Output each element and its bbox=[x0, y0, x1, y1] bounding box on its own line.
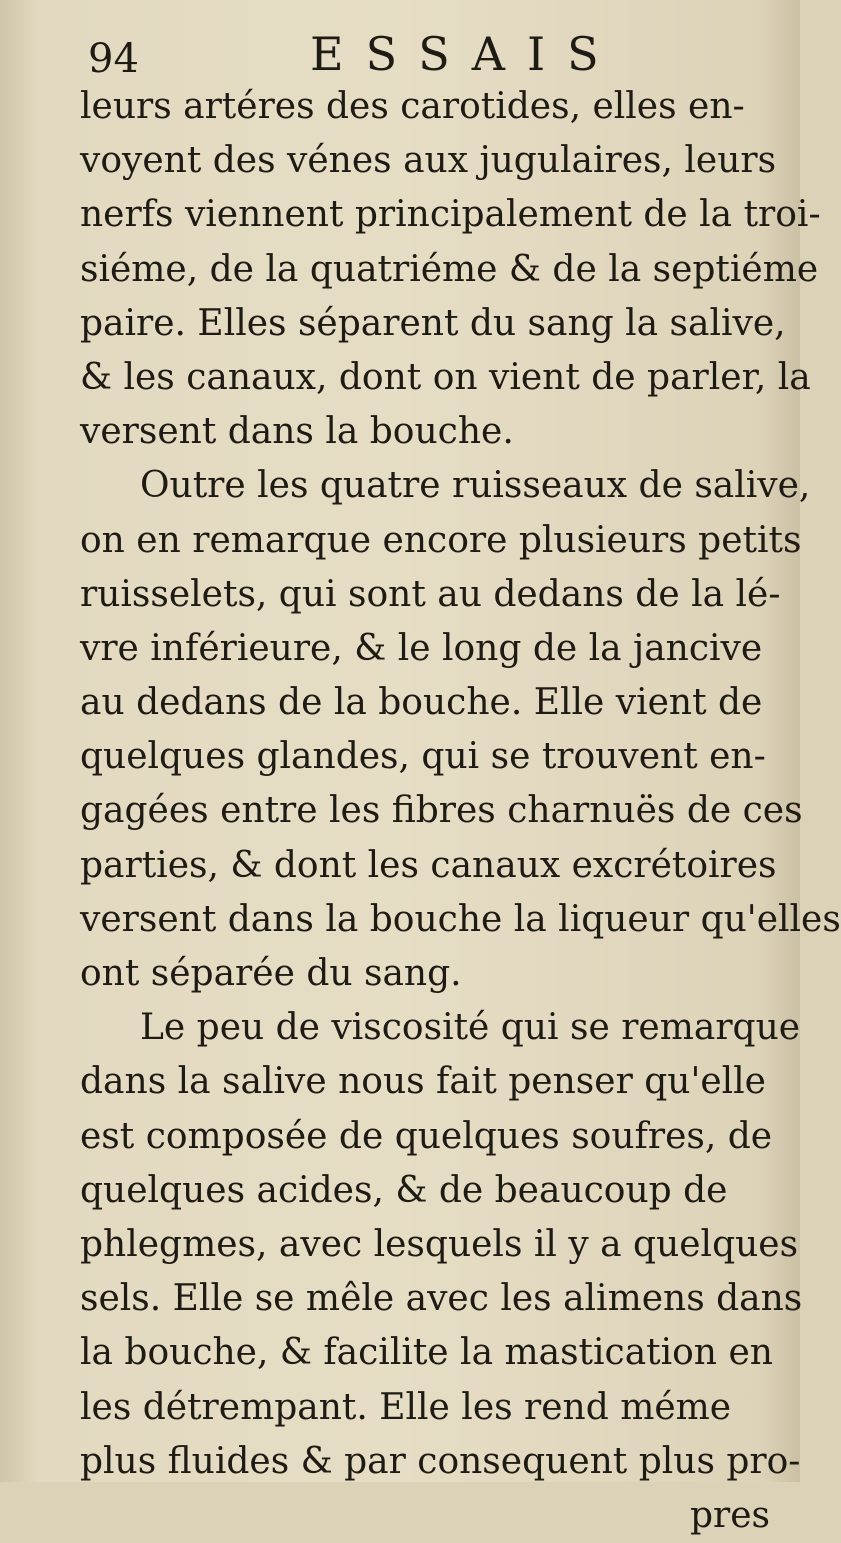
text-line: voyent des vénes aux jugulaires, leurs bbox=[80, 140, 777, 182]
text-line: parties, & dont les canaux excrétoires bbox=[80, 844, 777, 886]
text-line: sels. Elle se mêle avec les alimens dans bbox=[80, 1278, 803, 1320]
text-line: phlegmes, avec lesquels il y a quelques bbox=[80, 1223, 799, 1265]
text-line: quelques acides, & de beaucoup de bbox=[80, 1169, 728, 1211]
paragraph-start-line: Outre les quatre ruisseaux de salive, bbox=[140, 465, 811, 507]
text-line: gagées entre les fibres charnuës de ces bbox=[80, 790, 803, 832]
text-line: est composée de quelques soufres, de bbox=[80, 1115, 773, 1157]
text-line: vre inférieure, & le long de la jancive bbox=[80, 627, 763, 669]
paragraph-start-line: Le peu de viscosité qui se remarque bbox=[140, 1007, 801, 1049]
text-line: leurs artéres des carotides, elles en- bbox=[80, 86, 745, 127]
body-text bbox=[80, 80, 841, 1543]
catchword: pres bbox=[689, 1494, 770, 1536]
text-line: dans la salive nous fait penser qu'elle bbox=[80, 1061, 766, 1103]
text-line: on en remarque encore plusieurs petits bbox=[80, 519, 802, 561]
text-line: paire. Elles séparent du sang la salive, bbox=[80, 302, 786, 344]
text-line: & les canaux, dont on vient de parler, la bbox=[80, 356, 811, 398]
text-line: versent dans la bouche la liqueur qu'elles bbox=[80, 898, 841, 940]
text-line: ont séparée du sang. bbox=[80, 953, 462, 994]
page-header bbox=[88, 18, 728, 88]
text-line: ruisselets, qui sont au dedans de la lé- bbox=[80, 573, 781, 615]
text-line: nerfs viennent principalement de la troi- bbox=[80, 194, 821, 236]
text-line: siéme, de la quatriéme & de la septiéme bbox=[80, 248, 819, 290]
text-line: versent dans la bouche. bbox=[80, 411, 514, 453]
running-head: ESSAIS bbox=[310, 27, 621, 81]
text-line: les détrempant. Elle les rend méme bbox=[80, 1386, 732, 1428]
text-line: la bouche, & facilite la mastication en bbox=[80, 1332, 773, 1374]
text-line: quelques glandes, qui se trouvent en- bbox=[80, 736, 766, 778]
text-line: au dedans de la bouche. Elle vient de bbox=[80, 682, 763, 724]
text-line: plus fluides & par consequent plus pro- bbox=[80, 1440, 801, 1482]
page-number: 94 bbox=[88, 36, 139, 82]
